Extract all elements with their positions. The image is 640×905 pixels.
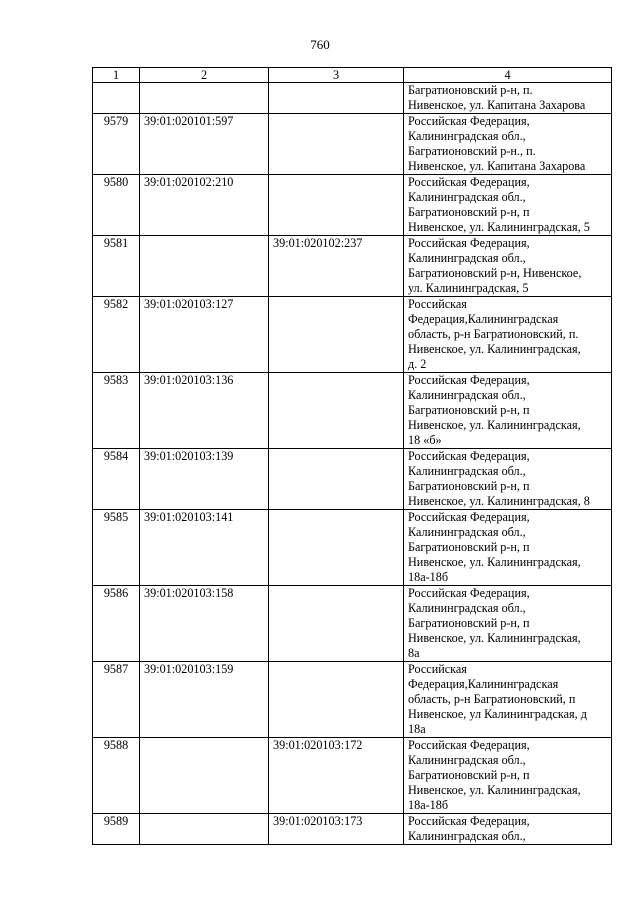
registry-table [92, 67, 612, 845]
cell-col-4 [404, 510, 612, 586]
table-row [93, 83, 612, 114]
address-line: Российская Федерация, [408, 236, 530, 250]
cell-col-1: 9580 [93, 175, 140, 236]
cell-col-1 [93, 83, 140, 114]
cell-col-4 [404, 373, 612, 449]
address-line: Багратионовский р-н, п. [408, 83, 533, 97]
column-header-2: 2 [140, 68, 269, 83]
address-line: Нивенское, ул. Калининградская, 8 [408, 494, 590, 508]
address-line: Российская Федерация, [408, 175, 530, 189]
address-line: Багратионовский р-н, п [408, 616, 530, 630]
cell-col-3 [269, 175, 404, 236]
cell-col-3 [269, 449, 404, 510]
cell-col-3 [269, 373, 404, 449]
address-line: Багратионовский р-н, п [408, 479, 530, 493]
cell-col-4 [404, 586, 612, 662]
address-line: Нивенское, ул. Калининградская, [408, 631, 581, 645]
address-line: 18а [408, 722, 426, 736]
address-line: 18а-18б [408, 798, 449, 812]
cell-col-2 [140, 814, 269, 845]
address-line: 18 «б» [408, 433, 442, 447]
cell-col-3 [269, 510, 404, 586]
address-line: Калининградская обл., [408, 829, 526, 843]
table-row [93, 738, 612, 814]
address-line: Российская Федерация, [408, 586, 530, 600]
address-line: Калининградская обл., [408, 251, 526, 265]
cell-col-4 [404, 738, 612, 814]
address-line: Калининградская обл., [408, 525, 526, 539]
address-line: Калининградская обл., [408, 464, 526, 478]
cell-col-3 [269, 297, 404, 373]
cell-col-4 [404, 814, 612, 845]
cell-col-3 [269, 662, 404, 738]
cell-col-3 [269, 586, 404, 662]
address-line: Калининградская обл., [408, 753, 526, 767]
address-line: Российская Федерация, [408, 373, 530, 387]
table-row [93, 449, 612, 510]
address-line: Российская Федерация, [408, 510, 530, 524]
cell-col-3: 39:01:020103:172 [269, 738, 404, 814]
cell-col-4 [404, 83, 612, 114]
address-line: Нивенское, ул Калининградская, д [408, 707, 587, 721]
cell-col-4 [404, 662, 612, 738]
cell-col-1: 9582 [93, 297, 140, 373]
address-line: Федерация,Калининградская [408, 677, 559, 691]
table-row [93, 114, 612, 175]
table-row [93, 175, 612, 236]
address-line: Российская [408, 297, 467, 311]
table-row [93, 373, 612, 449]
cell-col-2: 39:01:020103:141 [140, 510, 269, 586]
cell-col-1: 9583 [93, 373, 140, 449]
address-line: ул. Калининградская, 5 [408, 281, 529, 295]
cell-col-4 [404, 175, 612, 236]
address-line: Нивенское, ул. Калининградская, [408, 418, 581, 432]
cell-col-1: 9586 [93, 586, 140, 662]
address-line: Нивенское, ул. Калининградская, [408, 783, 581, 797]
header-row [93, 68, 612, 83]
cell-col-1: 9584 [93, 449, 140, 510]
column-header-4: 4 [404, 68, 612, 83]
table-row [93, 586, 612, 662]
cell-col-2: 39:01:020103:136 [140, 373, 269, 449]
cell-col-1: 9588 [93, 738, 140, 814]
address-line: Багратионовский р-н, п [408, 768, 530, 782]
page-number: 760 [310, 37, 330, 52]
cell-col-1: 9589 [93, 814, 140, 845]
column-header-3: 3 [269, 68, 404, 83]
address-line: Российская Федерация, [408, 738, 530, 752]
address-line: Багратионовский р-н, п [408, 540, 530, 554]
cell-col-2: 39:01:020101:597 [140, 114, 269, 175]
address-line: Нивенское, ул. Капитана Захарова [408, 98, 586, 112]
cell-col-1: 9585 [93, 510, 140, 586]
cell-col-2: 39:01:020103:139 [140, 449, 269, 510]
address-line: Багратионовский р-н., п. [408, 144, 536, 158]
address-line: Нивенское, ул. Калининградская, [408, 342, 581, 356]
registry-body [93, 83, 612, 845]
address-line: Российская [408, 662, 467, 676]
cell-col-4 [404, 114, 612, 175]
cell-col-2: 39:01:020103:159 [140, 662, 269, 738]
address-line: область, р-н Багратионовский, п [408, 692, 576, 706]
cell-col-2 [140, 83, 269, 114]
address-line: область, р-н Багратионовский, п. [408, 327, 579, 341]
cell-col-3: 39:01:020103:173 [269, 814, 404, 845]
cell-col-2: 39:01:020102:210 [140, 175, 269, 236]
address-line: 18а-18б [408, 570, 449, 584]
table-row [93, 814, 612, 845]
cell-col-2: 39:01:020103:158 [140, 586, 269, 662]
address-line: Российская Федерация, [408, 449, 530, 463]
address-line: Багратионовский р-н, п [408, 403, 530, 417]
address-line: Калининградская обл., [408, 388, 526, 402]
table-row [93, 236, 612, 297]
cell-col-1: 9587 [93, 662, 140, 738]
table-row [93, 297, 612, 373]
address-line: 8а [408, 646, 420, 660]
address-line: Калининградская обл., [408, 129, 526, 143]
address-line: Российская Федерация, [408, 114, 530, 128]
address-line: Калининградская обл., [408, 601, 526, 615]
cell-col-4 [404, 236, 612, 297]
cell-col-3 [269, 114, 404, 175]
cell-col-2 [140, 738, 269, 814]
cell-col-2 [140, 236, 269, 297]
cell-col-4 [404, 449, 612, 510]
address-line: Багратионовский р-н, Нивенское, [408, 266, 582, 280]
cell-col-2: 39:01:020103:127 [140, 297, 269, 373]
table-row [93, 510, 612, 586]
cell-col-3 [269, 83, 404, 114]
address-line: Федерация,Калининградская [408, 312, 559, 326]
cell-col-4 [404, 297, 612, 373]
table-row [93, 662, 612, 738]
address-line: Российская Федерация, [408, 814, 530, 828]
address-line: Нивенское, ул. Калининградская, [408, 555, 581, 569]
column-header-1: 1 [93, 68, 140, 83]
cell-col-1: 9581 [93, 236, 140, 297]
cell-col-3: 39:01:020102:237 [269, 236, 404, 297]
cell-col-1: 9579 [93, 114, 140, 175]
address-line: Калининградская обл., [408, 190, 526, 204]
address-line: Нивенское, ул. Капитана Захарова [408, 159, 586, 173]
address-line: Багратионовский р-н, п [408, 205, 530, 219]
address-line: д. 2 [408, 357, 427, 371]
address-line: Нивенское, ул. Калининградская, 5 [408, 220, 590, 234]
